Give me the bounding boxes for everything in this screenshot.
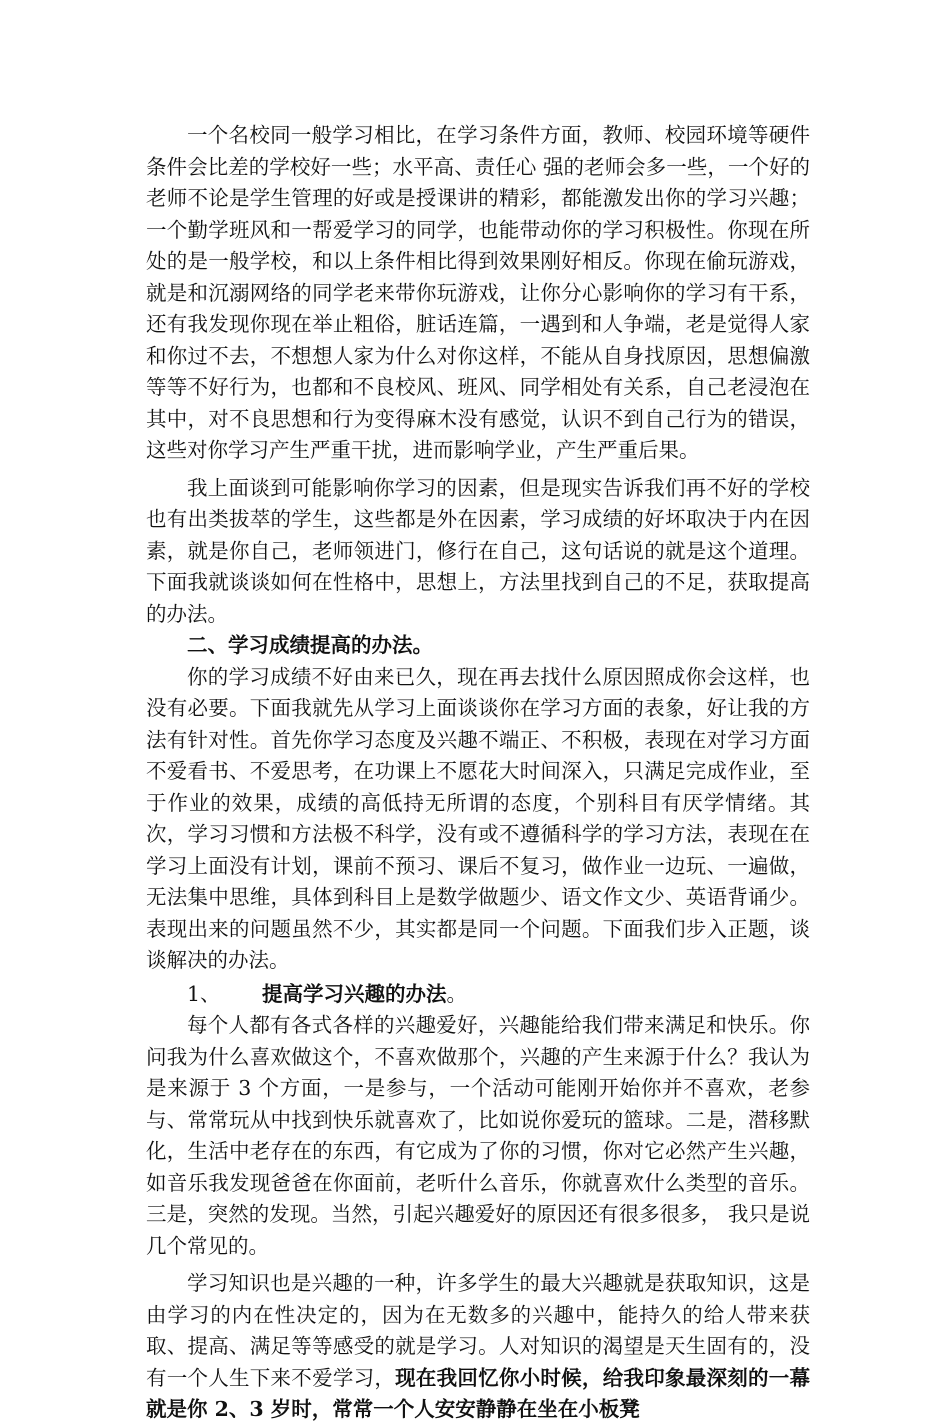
document-page <box>146 120 810 1426</box>
paragraph-internal-factors: 我上面谈到可能影响你学习的因素，但是现实告诉我们再不好的学校也有出类拔萃的学生，这些都是外在因素，学习成绩的好坏取决于内在因素，就是你自己，老师领进门，修行在自己，这句话说的就是这个道理。下面我就谈谈如何在性格中，思想上，方法里找到自己的不足，获取提高的办法。 <box>146 475 810 626</box>
subheading-title: 提高学习兴趣的办法 <box>262 981 447 1006</box>
subheading-interest <box>146 979 810 1011</box>
paragraph-learning-interest-bold: 现在我回忆你小时候，给我印象最深刻的一幕就是你 2、3 岁时，常常一个人安安静静在坐在小板凳 <box>146 1365 811 1421</box>
paragraph-study-problems: 你的学习成绩不好由来已久，现在再去找什么原因照成你会这样，也没有必要。下面我就先从学习上面谈谈你在学习方面的表象，好让我的方法有针对性。首先你学习态度及兴趣不端正、不积极，表现在对学习方面不爱看书、不爱思考，在功课上不愿花大时间深入，只满足完成作业，至于作业的效果，成绩的高低持无所谓的态度，个别科目有厌学情绪。其次，学习习惯和方法极不科学，没有或不遵循科学的学习方法，表现在在学习上面没有计划，课前不预习、课后不复习，做作业一边玩、一遍做，无法集中思维，具体到科目上是数学做题少、语文作文少、英语背诵少。表现出来的问题虽然不少，其实都是同一个问题。下面我们步入正题，谈谈解决的办法。 <box>146 664 810 972</box>
paragraph-learning-interest-text: 学习知识也是兴趣的一种，许多学生的最大兴趣就是获取知识，这是由学习的内在性决定的，因为在无数多的兴趣中，能持久的给人带来获取、提高、满足等等感受的就是学习。人对知识的渴望是天生固有的，没有一个人生下来不爱学习， <box>146 1271 810 1390</box>
section-heading-improvement: 二、学习成绩提高的办法。 <box>187 633 433 657</box>
paragraph-school-conditions: 一个名校同一般学习相比，在学习条件方面，教师、校园环境等硬件条件会比差的学校好一些；水平高、责任心 强的老师会多一些，一个好的老师不论是学生管理的好或是授课讲的精彩，都能激发出你的学习兴趣；一个勤学班风和一帮爱学习的同学，也能带动你的学习积极性。你现在所处的是一般学校，和以上条件相比得到效果刚好相反。你现在偷玩游戏，就是和沉溺网络的同学老来带你玩游戏，让你分心影响你的学习有干系，还有我发现你现在举止粗俗，脏话连篇，一遇到和人争端，老是觉得人家和你过不去，不想想人家为什么对你这样，不能从自身找原因，思想偏激等等不好行为，也都和不良校风、班风、同学相处有关系，自己老浸泡在其中，对不良思想和行为变得麻木没有感觉，认识不到自己行为的错误，这些对你学习产生严重干扰，进而影响学业，产生严重后果。 <box>146 123 810 462</box>
subheading-number: 1、 <box>187 981 221 1006</box>
paragraph-learning-interest <box>146 1268 810 1426</box>
paragraph-interest-sources: 每个人都有各式各样的兴趣爱好，兴趣能给我们带来满足和快乐。你问我为什么喜欢做这个，不喜欢做那个，兴趣的产生来源于什么？我认为是来源于 3 个方面，一是参与，一个活动可能刚开始你并不喜欢，老参与、常常玩从中找到快乐就喜欢了，比如说你爱玩的篮球。二是，潜移默化，生活中老存在的东西，有它成为了你的习惯，你对它必然产生兴趣，如音乐我发现爸爸在你面前，老听什么音乐，你就喜欢什么类型的音乐。三是，突然的发现。当然，引起兴趣爱好的原因还有很多很多， 我只是说几个常见的。 <box>146 1013 810 1258</box>
subheading-period: 。 <box>446 981 467 1006</box>
